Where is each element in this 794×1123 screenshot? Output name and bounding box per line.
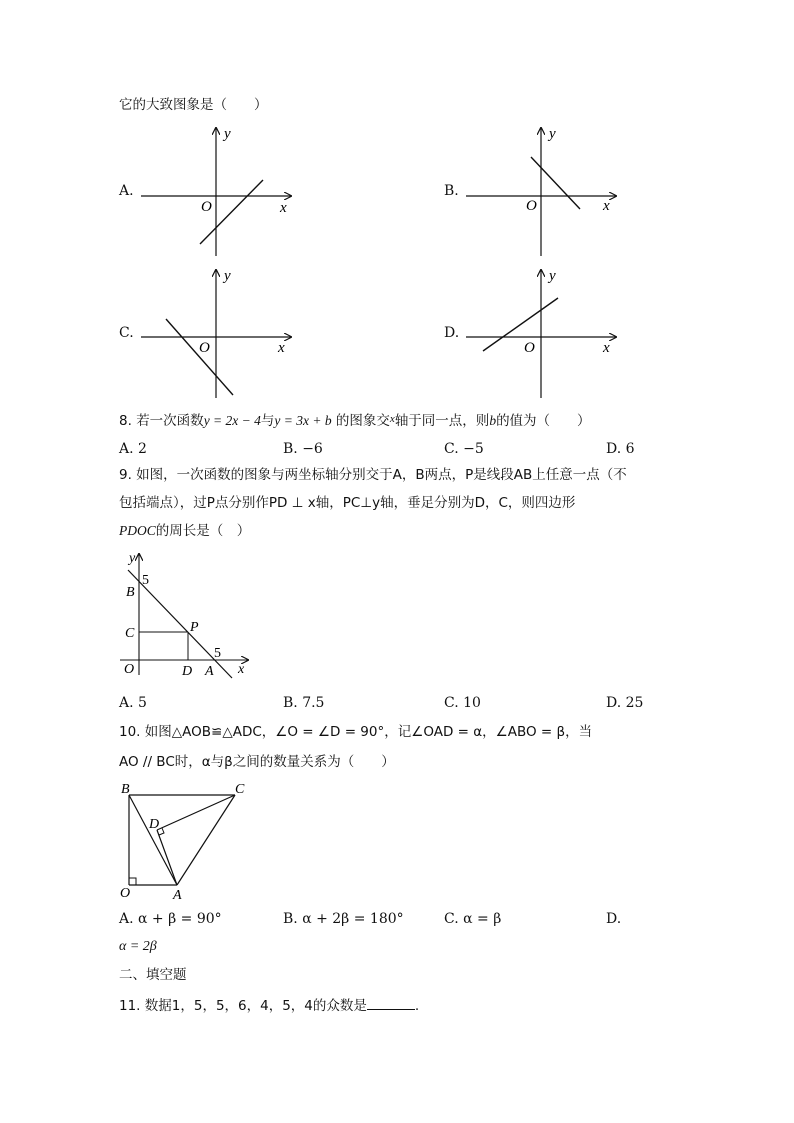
- svg-text:O: O: [124, 662, 135, 677]
- svg-text:C: C: [125, 626, 135, 641]
- q9-option-b: B. 7.5: [283, 695, 325, 711]
- axis-label-y: y: [549, 126, 556, 142]
- svg-text:5: 5: [142, 573, 149, 588]
- svg-text:P: P: [190, 620, 199, 635]
- svg-text:C: C: [235, 782, 245, 797]
- q9-option-a: A. 5: [119, 695, 147, 711]
- q9-line3: PDOC的周长是（ ）: [119, 523, 251, 539]
- svg-text:A: A: [205, 664, 214, 679]
- axis-label-y: y: [224, 126, 231, 142]
- origin-label: O: [201, 199, 212, 215]
- svg-text:B: B: [126, 585, 135, 600]
- section-title: 二、填空题: [119, 967, 187, 983]
- q10-option-c: C. α = β: [444, 911, 502, 927]
- axis-label-x: x: [603, 340, 610, 356]
- svg-text:x: x: [238, 662, 245, 677]
- q9-line1: 9. 如图，一次函数的图象与两坐标轴分别交于A，B两点，P是线段AB上任意一点（不: [119, 467, 627, 483]
- q7-option-c-label: C.: [119, 325, 134, 341]
- axis-label-x: x: [603, 198, 610, 214]
- q9-option-d: D. 25: [606, 695, 644, 711]
- q8-stem: 8. 若一次函数y = 2x − 4与y = 3x + b 的图象交$^x$轴于同一点，则b的值为（ ）: [119, 413, 591, 429]
- q9-line2: 包括端点），过P点分别作PD ⊥ x轴，PC⊥y轴，垂足分别为D，C，则四边形: [119, 495, 576, 511]
- q8-option-b: B. −6: [283, 441, 323, 457]
- q7-graph-d: [460, 262, 630, 407]
- q10-option-d: D.: [606, 911, 622, 927]
- q8-option-c: C. −5: [444, 441, 484, 457]
- q7-graph-c: [135, 262, 305, 407]
- svg-text:O: O: [120, 886, 131, 901]
- axis-label-x: x: [278, 340, 285, 356]
- q10-option-b: B. α + 2β = 180°: [283, 911, 404, 927]
- answer-blank[interactable]: [367, 996, 415, 1010]
- svg-text:D: D: [149, 817, 160, 832]
- q7-graph-b: [460, 120, 630, 265]
- origin-label: O: [199, 340, 210, 356]
- axis-label-y: y: [549, 268, 556, 284]
- axis-label-y: y: [224, 268, 231, 284]
- svg-text:B: B: [121, 782, 130, 797]
- svg-text:A: A: [173, 888, 182, 903]
- axis-label-x: x: [280, 200, 287, 216]
- q7-option-b-label: B.: [444, 183, 459, 199]
- q7-graph-a: [135, 120, 305, 265]
- svg-text:y: y: [129, 551, 136, 566]
- q11-stem: 11. 数据1，5，5，6，4，5，4的众数是 .: [119, 998, 420, 1014]
- q7-stem: 它的大致图象是（ ）: [119, 97, 268, 113]
- origin-label: O: [524, 340, 535, 356]
- origin-label: O: [526, 198, 537, 214]
- q9-figure: [112, 548, 252, 688]
- svg-text:D: D: [182, 664, 193, 679]
- q10-line2: AO // BC时，α与β之间的数量关系为（ ）: [119, 754, 395, 770]
- q7-option-d-label: D.: [444, 325, 460, 341]
- q10-option-a: A. α + β = 90°: [119, 911, 222, 927]
- q10-figure: [115, 780, 265, 905]
- q9-option-c: C. 10: [444, 695, 481, 711]
- q8-option-d: D. 6: [606, 441, 635, 457]
- q10-line1: 10. 如图△AOB≌△ADC，∠O = ∠D = 90°，记∠OAD = α，∠ABO = β，当: [119, 724, 593, 740]
- q7-option-a-label: A.: [119, 183, 134, 199]
- q8-option-a: A. 2: [119, 441, 147, 457]
- q10-option-d-value: α = 2β: [119, 939, 157, 954]
- svg-text:5: 5: [214, 646, 221, 661]
